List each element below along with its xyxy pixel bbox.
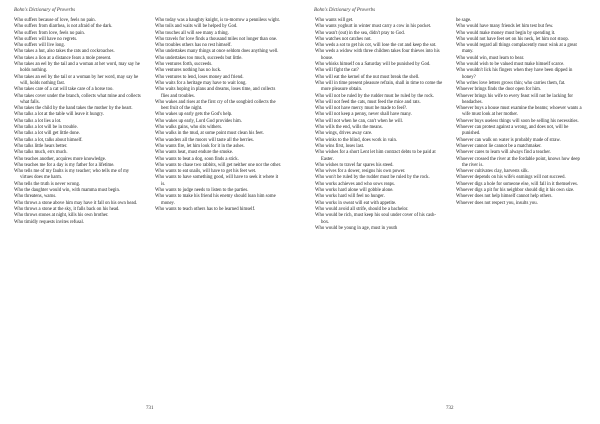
proverb-entry: Who wanders all the moors will taste all the berries.: [155, 137, 254, 143]
proverb-entry: Who would make money must begin by spending it.: [456, 30, 556, 36]
proverb-entry: Who weds a sot to get his cot, will lose the cot and keep the sot.: [315, 43, 437, 49]
proverb-entry: Who wants to judge needs to listen to the parties.: [155, 188, 249, 194]
proverb-entry: Who wants to chase two rabbits, will get neither one nor the other.: [155, 162, 282, 168]
running-head: Bohn's Dictionary of Proverbs: [14, 8, 76, 13]
proverb-entry: Who throws a stone above him may have it fall on his own head.: [14, 200, 138, 206]
proverb-entry: Who talks a lot will be in trouble.: [14, 125, 78, 131]
proverb-entry: Who works hard alone will gobble alone.: [315, 188, 394, 194]
proverb-entry: Who would have many friends let him test but few.: [456, 24, 554, 30]
proverb-entry: Who travels for love finds a thousand miles not longer than one.: [155, 36, 278, 42]
proverb-entry: Who wings, drives away care.: [315, 131, 373, 137]
proverb-entry: Who will not have mercy must be made to feel?.: [315, 106, 408, 112]
proverb-entry: Who the daughter would win, with mamma must begin.: [14, 188, 121, 194]
proverb-entry: Who wives for a dower, resigns his own power.: [315, 169, 406, 175]
proverb-entry: Whoever brings finds the door open for him.: [456, 87, 541, 93]
proverb-entry: Who troubles others has no rest himself.: [155, 43, 232, 49]
proverb-entry: Who talks a lot at the table will leave it hungry.: [14, 112, 105, 118]
proverb-entry: Who takes an eel by the tail or a woman by her word, may say he will, holds nothing fast.: [14, 74, 139, 86]
proverb-entry: Who will eat the kernel of the nut must break the shell.: [315, 74, 420, 80]
proverb-entry: Who waits hoping in plans and dreams, loses time, and collects flies and troubles.: [155, 87, 276, 99]
proverb-entry: Who timidly requests invites refusal.: [14, 219, 85, 225]
proverb-entry: Whoever cares to learn will always find a teacher.: [456, 150, 551, 156]
proverb-entry: Who watches not catches not.: [315, 36, 372, 42]
proverb-entry: Who works hard will feel no hunger.: [315, 194, 385, 200]
right-page-column-2: [456, 18, 584, 207]
left-page-column-1: [14, 18, 142, 226]
proverb-entry: Whoever can protest against a wrong, and does not, will be punished.: [456, 125, 569, 137]
proverb-entry: Who talks little hears better.: [14, 143, 68, 149]
proverb-entry: Who undertakes many things at once seldom does anything well.: [155, 49, 279, 55]
proverb-entry: Who wishes to travel far spares his steed.: [315, 162, 394, 168]
proverb-entry: Who today was a haughty knight, is to-morrow a penniless wight.: [155, 18, 281, 23]
page-number: 732: [446, 406, 454, 411]
proverb-entry: Who writes love letters grows thin; who carries them, fat.: [456, 80, 566, 86]
proverb-entry: Whoever does not help himself cannot help others.: [456, 194, 553, 200]
proverb-entry: Who tells the truth is never wrong.: [14, 181, 81, 187]
proverb-entry: Who wants to have something good, will have to seek it where it is.: [155, 175, 279, 187]
proverb-entry: Who wills the end, wills the means.: [315, 125, 383, 131]
proverb-entry: Who wakes up early gets the God's help.: [155, 112, 233, 118]
proverb-entry: Who wants to teach others has to be learned himself.: [155, 206, 256, 212]
proverb-entry: Who whisks himself on a Saturday will be punished by God.: [315, 62, 431, 68]
proverb-entry: Whoever depends on his wife's earnings will not succeed.: [456, 175, 566, 181]
proverb-entry: Who suffers from love, feels no pain.: [14, 30, 85, 36]
proverb-entry: Who talks a lot, talks about himself.: [14, 137, 83, 143]
proverb-entry: Who will not keep a penny, never shall have many.: [315, 112, 412, 118]
proverb-entry: Who would wish to be valued must make himself scarce.: [456, 62, 565, 68]
right-page: [300, 0, 600, 424]
proverb-entry: Who will in time present pleasure refrain, shall in time to come the more pleasure obtain.: [315, 80, 443, 93]
proverb-entry: Whoever buys a house must examine the beams; whoever wants a wife must look at her mother.: [456, 106, 582, 118]
proverb-entry: Who wants to make his friend his enemy should loan him some money.: [155, 194, 276, 206]
proverb-entry: Who wants yoghurt in winter must carry a cow in his pocket.: [315, 24, 432, 30]
proverb-entry: Who takes a lion at a distance fears a mole present.: [14, 55, 112, 61]
proverb-entry: Who wants will get.: [315, 18, 354, 23]
proverb-entry: Who takes care of a cat will take care of a horse too.: [14, 87, 114, 93]
right-page-column-1: [315, 18, 443, 232]
proverb-entry: Who weds a widow with three children takes four thieves into his house.: [315, 49, 440, 61]
proverb-entry: Who suffers from diarrhea, is not afraid of the dark.: [14, 24, 113, 30]
proverb-entry: Who talks a lot lies a lot.: [14, 118, 62, 124]
proverb-entry: Who will not feed the cats, must feed the mice and rats.: [315, 99, 421, 105]
proverb-entry: Who works in sweat will eat with appetite.: [315, 200, 397, 206]
proverb-entry: Whoever digs a pit for his neighbor should dig it his own size.: [456, 188, 575, 194]
proverb-entry: Whoever brings his wife to every feast will not be lacking for headaches.: [456, 93, 573, 105]
proverb-entry: Who wouldn't lick his fingers when they have been dipped in honey?: [456, 68, 573, 80]
proverb-entry: Who wants to eat snails, will have to get his feet wet.: [155, 169, 257, 175]
proverb-entry: Who wins first, loses last.: [315, 143, 365, 149]
proverb-entry: Who teaches me for a day is my father for a lifetime.: [14, 162, 115, 168]
proverb-entry: Whoever can walk on water is probably made of straw.: [456, 137, 561, 143]
proverb-entry: Whoever digs a hole for someone else, will fall in it themselves.: [456, 181, 579, 187]
proverb-entry: Who wants to beat a dog, soon finds a stick.: [155, 156, 239, 162]
proverb-entry: Who talks much, errs much.: [14, 150, 68, 156]
proverb-entry: Who ventures to lend, loses money and friend.: [155, 74, 244, 80]
proverb-entry: Who wasn't (out) in the sea, didn't pray to God.: [315, 30, 405, 36]
proverb-entry: be sage.: [456, 18, 472, 23]
proverb-entry: Who walks in the mud, at some point must clean his feet.: [155, 131, 264, 137]
page-number: 731: [146, 406, 154, 411]
proverb-entry: Who throws a stone at the sky, it falls back on his head.: [14, 206, 120, 212]
proverb-entry: Whoever does not respect you, insults you.: [456, 200, 538, 206]
proverb-entry: Who would not have feet set on his neck, let him not stoop.: [456, 36, 569, 42]
proverb-entry: Who wakes up early, Lord God provides him.: [155, 118, 242, 124]
proverb-entry: Who touches all will see many a thing.: [155, 30, 229, 36]
proverb-entry: Who wants heat, must endure the smoke.: [155, 150, 234, 156]
left-page-column-2: [155, 18, 283, 213]
proverb-entry: Who won't be ruled by the rudder must be ruled by the rock.: [315, 175, 430, 181]
proverb-entry: Who teaches another, acquires more knowledge.: [14, 156, 107, 162]
proverb-entry: Who throws stones at night, kills his own brother.: [14, 213, 109, 219]
proverb-entry: Who ventures forth, succeeds.: [155, 62, 213, 68]
proverb-entry: Who works achieves and who sows reaps.: [315, 181, 396, 187]
proverb-entry: Who winks to the blind, does work in vain.: [315, 137, 398, 143]
proverb-entry: Who will not when he can, can't when he will.: [315, 118, 404, 124]
proverb-entry: Who would win, must learn to bear.: [456, 55, 525, 61]
running-head: Bohn's Dictionary of Proverbs: [314, 8, 376, 13]
proverb-entry: Who suffers because of love, feels no pain.: [14, 18, 96, 23]
proverb-entry: Who toils and waits will be helped by God.: [155, 24, 238, 30]
proverb-entry: Whoever cannot lie cannot be a matchmaker.: [456, 143, 542, 149]
proverb-entry: Who tells me of my faults is my teacher; who tells me of my virtues does me harm.: [14, 169, 130, 181]
proverb-entry: Who undertakes too much, succeeds but little.: [155, 55, 243, 61]
proverb-entry: Who takes an eel by the tail and a woman at her word, may say he holds nothing.: [14, 62, 140, 74]
proverb-entry: Who ventures nothing has no luck.: [155, 68, 222, 74]
proverb-entry: Who wants fire, let him look for it in the ashes.: [155, 143, 245, 149]
proverb-entry: Who waits for a heritage may have to wait long.: [155, 80, 247, 86]
proverb-entry: Who wakes and rises at the first cry of the songbird collects the best fruit of the night.: [155, 99, 276, 112]
proverb-entry: Who wishes for a short Lent let him contract debts to be paid at Easter.: [315, 150, 436, 162]
proverb-entry: Who suffers will live long.: [14, 43, 65, 49]
proverb-entry: Who takes a hut, also takes the rats and cockroaches.: [14, 49, 115, 55]
proverb-entry: Who walks gains, who sits withers.: [155, 125, 223, 131]
proverb-entry: Who would avoid all strife, should be a bachelor.: [315, 206, 409, 212]
proverb-entry: Who takes cover under the branch, collects what mine and collects what falls.: [14, 93, 141, 105]
proverb-entry: Who takes the child by the hand takes the mother by the heart.: [14, 106, 133, 112]
proverb-entry: Whoever crossed the river at the fordable point, knows how deep the river is.: [456, 156, 580, 168]
proverb-entry: Who would be rich, must keep his soul under cover of his cash-box.: [315, 213, 436, 225]
proverb-entry: Whoever buys useless things will soon be selling his necessities.: [456, 118, 579, 124]
proverb-entry: Who would be young in age, must in youth: [315, 225, 398, 231]
proverb-entry: Who talks a lot will get little done.: [14, 131, 80, 137]
proverb-entry: Who threatens, warns.: [14, 194, 57, 200]
proverb-entry: Whoever cultivates clay, harvests silk.: [456, 169, 529, 175]
proverb-entry: Who will fight the cat?: [315, 68, 359, 74]
proverb-entry: Who will not be ruled by the rudder must be ruled by the rock.: [315, 93, 434, 99]
proverb-entry: Who suffers will have no regrets.: [14, 36, 78, 42]
proverb-entry: Who would regard all things complacently must wink at a great many.: [456, 43, 577, 55]
